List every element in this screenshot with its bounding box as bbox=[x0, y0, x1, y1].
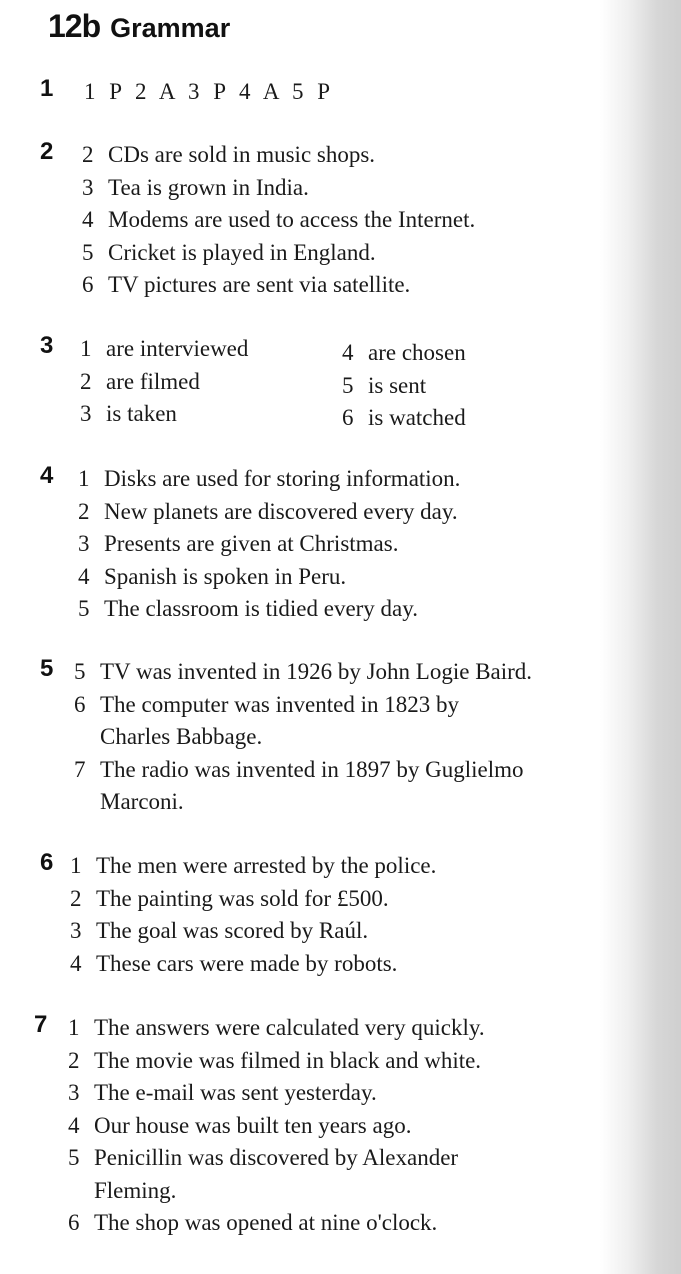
item-text-line-1: Penicillin was discovered by Alexander bbox=[94, 1145, 459, 1170]
item-text: Modems are used to access the Internet. bbox=[108, 207, 476, 232]
answer-item bbox=[70, 883, 436, 916]
page-edge-shadow bbox=[600, 0, 681, 1274]
answer-item bbox=[82, 204, 475, 237]
answer-item bbox=[342, 370, 466, 403]
item-text: Cricket is played in England. bbox=[108, 239, 376, 265]
item-number: 6 bbox=[68, 1210, 80, 1235]
item-number: 4 bbox=[82, 207, 94, 232]
section-number: 1 bbox=[40, 75, 54, 102]
item-number: 3 bbox=[82, 174, 94, 200]
item-text: Spanish is spoken in Peru. bbox=[104, 563, 347, 589]
answer-item bbox=[342, 402, 466, 435]
right-column bbox=[342, 337, 466, 435]
unit-number: 12b bbox=[48, 8, 101, 44]
answer-item-continuation bbox=[74, 786, 532, 819]
item-text: is sent bbox=[368, 372, 427, 398]
item-text-line-2: Marconi. bbox=[100, 789, 184, 814]
answer-item bbox=[82, 269, 475, 302]
item-number: 6 bbox=[82, 272, 94, 297]
item-number: 5 bbox=[74, 659, 86, 684]
item-text: Presents are given at Christmas. bbox=[104, 531, 399, 556]
answer-item bbox=[74, 689, 532, 722]
answer-item bbox=[78, 528, 460, 561]
answer-item bbox=[68, 1110, 485, 1143]
item-number: 1 bbox=[78, 466, 90, 491]
item-text: are filmed bbox=[106, 368, 200, 394]
item-number: 4 bbox=[68, 1112, 80, 1138]
item-text: The goal was scored by Raúl. bbox=[96, 918, 369, 943]
section-number: 4 bbox=[40, 462, 54, 489]
item-text: The classroom is tidied every day. bbox=[104, 596, 419, 621]
item-number: 6 bbox=[74, 691, 86, 717]
item-text: TV pictures are sent via satellite. bbox=[108, 272, 411, 297]
item-number: 3 bbox=[70, 918, 82, 943]
item-text: The answers were calculated very quickly. bbox=[94, 1015, 485, 1040]
unit-title: Grammar bbox=[110, 13, 231, 43]
item-number: 2 bbox=[78, 498, 90, 524]
answer-item bbox=[82, 172, 475, 205]
section-number: 3 bbox=[40, 332, 54, 359]
answer-item bbox=[68, 1207, 485, 1240]
item-number: 3 bbox=[78, 531, 90, 556]
answer-item bbox=[80, 398, 248, 431]
item-text: New planets are discovered every day. bbox=[104, 498, 458, 524]
answer-item bbox=[78, 496, 460, 529]
item-number: 4 bbox=[70, 950, 82, 976]
item-number: 1 bbox=[80, 336, 92, 361]
item-text-line-1: The radio was invented in 1897 by Guglielmo bbox=[100, 756, 524, 782]
item-number: 2 bbox=[68, 1047, 80, 1073]
item-number: 3 bbox=[80, 401, 92, 426]
item-text: are interviewed bbox=[106, 336, 249, 361]
answer-item bbox=[68, 1077, 485, 1110]
answer-line: 1 P 2 A 3 P 4 A 5 P bbox=[84, 79, 332, 104]
answer-item bbox=[68, 1012, 485, 1045]
item-text: are chosen bbox=[368, 340, 466, 365]
answer-item bbox=[70, 850, 436, 883]
answer-item bbox=[78, 593, 460, 626]
item-text: Disks are used for storing information. bbox=[104, 466, 461, 491]
answer-item-continuation bbox=[68, 1175, 485, 1208]
item-text: CDs are sold in music shops. bbox=[108, 142, 376, 167]
item-number: 5 bbox=[68, 1145, 80, 1170]
section-number: 2 bbox=[40, 138, 54, 165]
answer-item bbox=[80, 366, 248, 399]
item-number: 5 bbox=[78, 596, 90, 621]
answer-item bbox=[342, 337, 466, 370]
answer-item bbox=[80, 333, 248, 366]
item-number: 5 bbox=[342, 372, 354, 398]
item-text-line-2: Fleming. bbox=[94, 1177, 177, 1203]
item-text: The movie was filmed in black and white. bbox=[94, 1047, 482, 1073]
answer-item bbox=[82, 237, 475, 270]
item-number: 2 bbox=[82, 142, 94, 167]
answer-item bbox=[70, 915, 436, 948]
left-column bbox=[80, 333, 248, 431]
answer-item bbox=[74, 754, 532, 787]
item-number: 5 bbox=[82, 239, 94, 265]
item-number: 4 bbox=[342, 340, 354, 365]
item-text: The men were arrested by the police. bbox=[96, 853, 437, 878]
item-number: 1 bbox=[68, 1015, 80, 1040]
answer-item bbox=[68, 1045, 485, 1078]
item-text: is watched bbox=[368, 405, 466, 430]
answer-item bbox=[82, 139, 475, 172]
section-number: 6 bbox=[40, 849, 54, 876]
answer-item bbox=[74, 656, 532, 689]
item-text: Tea is grown in India. bbox=[108, 174, 309, 200]
answer-item bbox=[70, 948, 436, 981]
section-number: 7 bbox=[34, 1011, 48, 1038]
item-text: Our house was built ten years ago. bbox=[94, 1112, 412, 1138]
item-number: 3 bbox=[68, 1080, 80, 1105]
answer-item bbox=[68, 1142, 485, 1175]
item-number: 4 bbox=[78, 563, 90, 589]
item-number: 6 bbox=[342, 405, 354, 430]
item-text: is taken bbox=[106, 401, 177, 426]
item-text: The shop was opened at nine o'clock. bbox=[94, 1210, 438, 1235]
item-text: The painting was sold for £500. bbox=[96, 885, 389, 911]
section-number: 5 bbox=[40, 655, 54, 682]
item-text: TV was invented in 1926 by John Logie Baird. bbox=[100, 659, 533, 684]
item-number: 2 bbox=[80, 368, 92, 394]
answer-item bbox=[78, 561, 460, 594]
item-text-line-1: The computer was invented in 1823 by bbox=[100, 691, 459, 717]
item-text: The e-mail was sent yesterday. bbox=[94, 1080, 377, 1105]
item-number: 1 bbox=[70, 853, 82, 878]
answer-item bbox=[78, 463, 460, 496]
page-title bbox=[48, 8, 230, 45]
item-text-line-2: Charles Babbage. bbox=[100, 724, 263, 749]
item-number: 7 bbox=[74, 756, 86, 782]
item-number: 2 bbox=[70, 885, 82, 911]
answer-item-continuation bbox=[74, 721, 532, 754]
item-text: These cars were made by robots. bbox=[96, 950, 398, 976]
